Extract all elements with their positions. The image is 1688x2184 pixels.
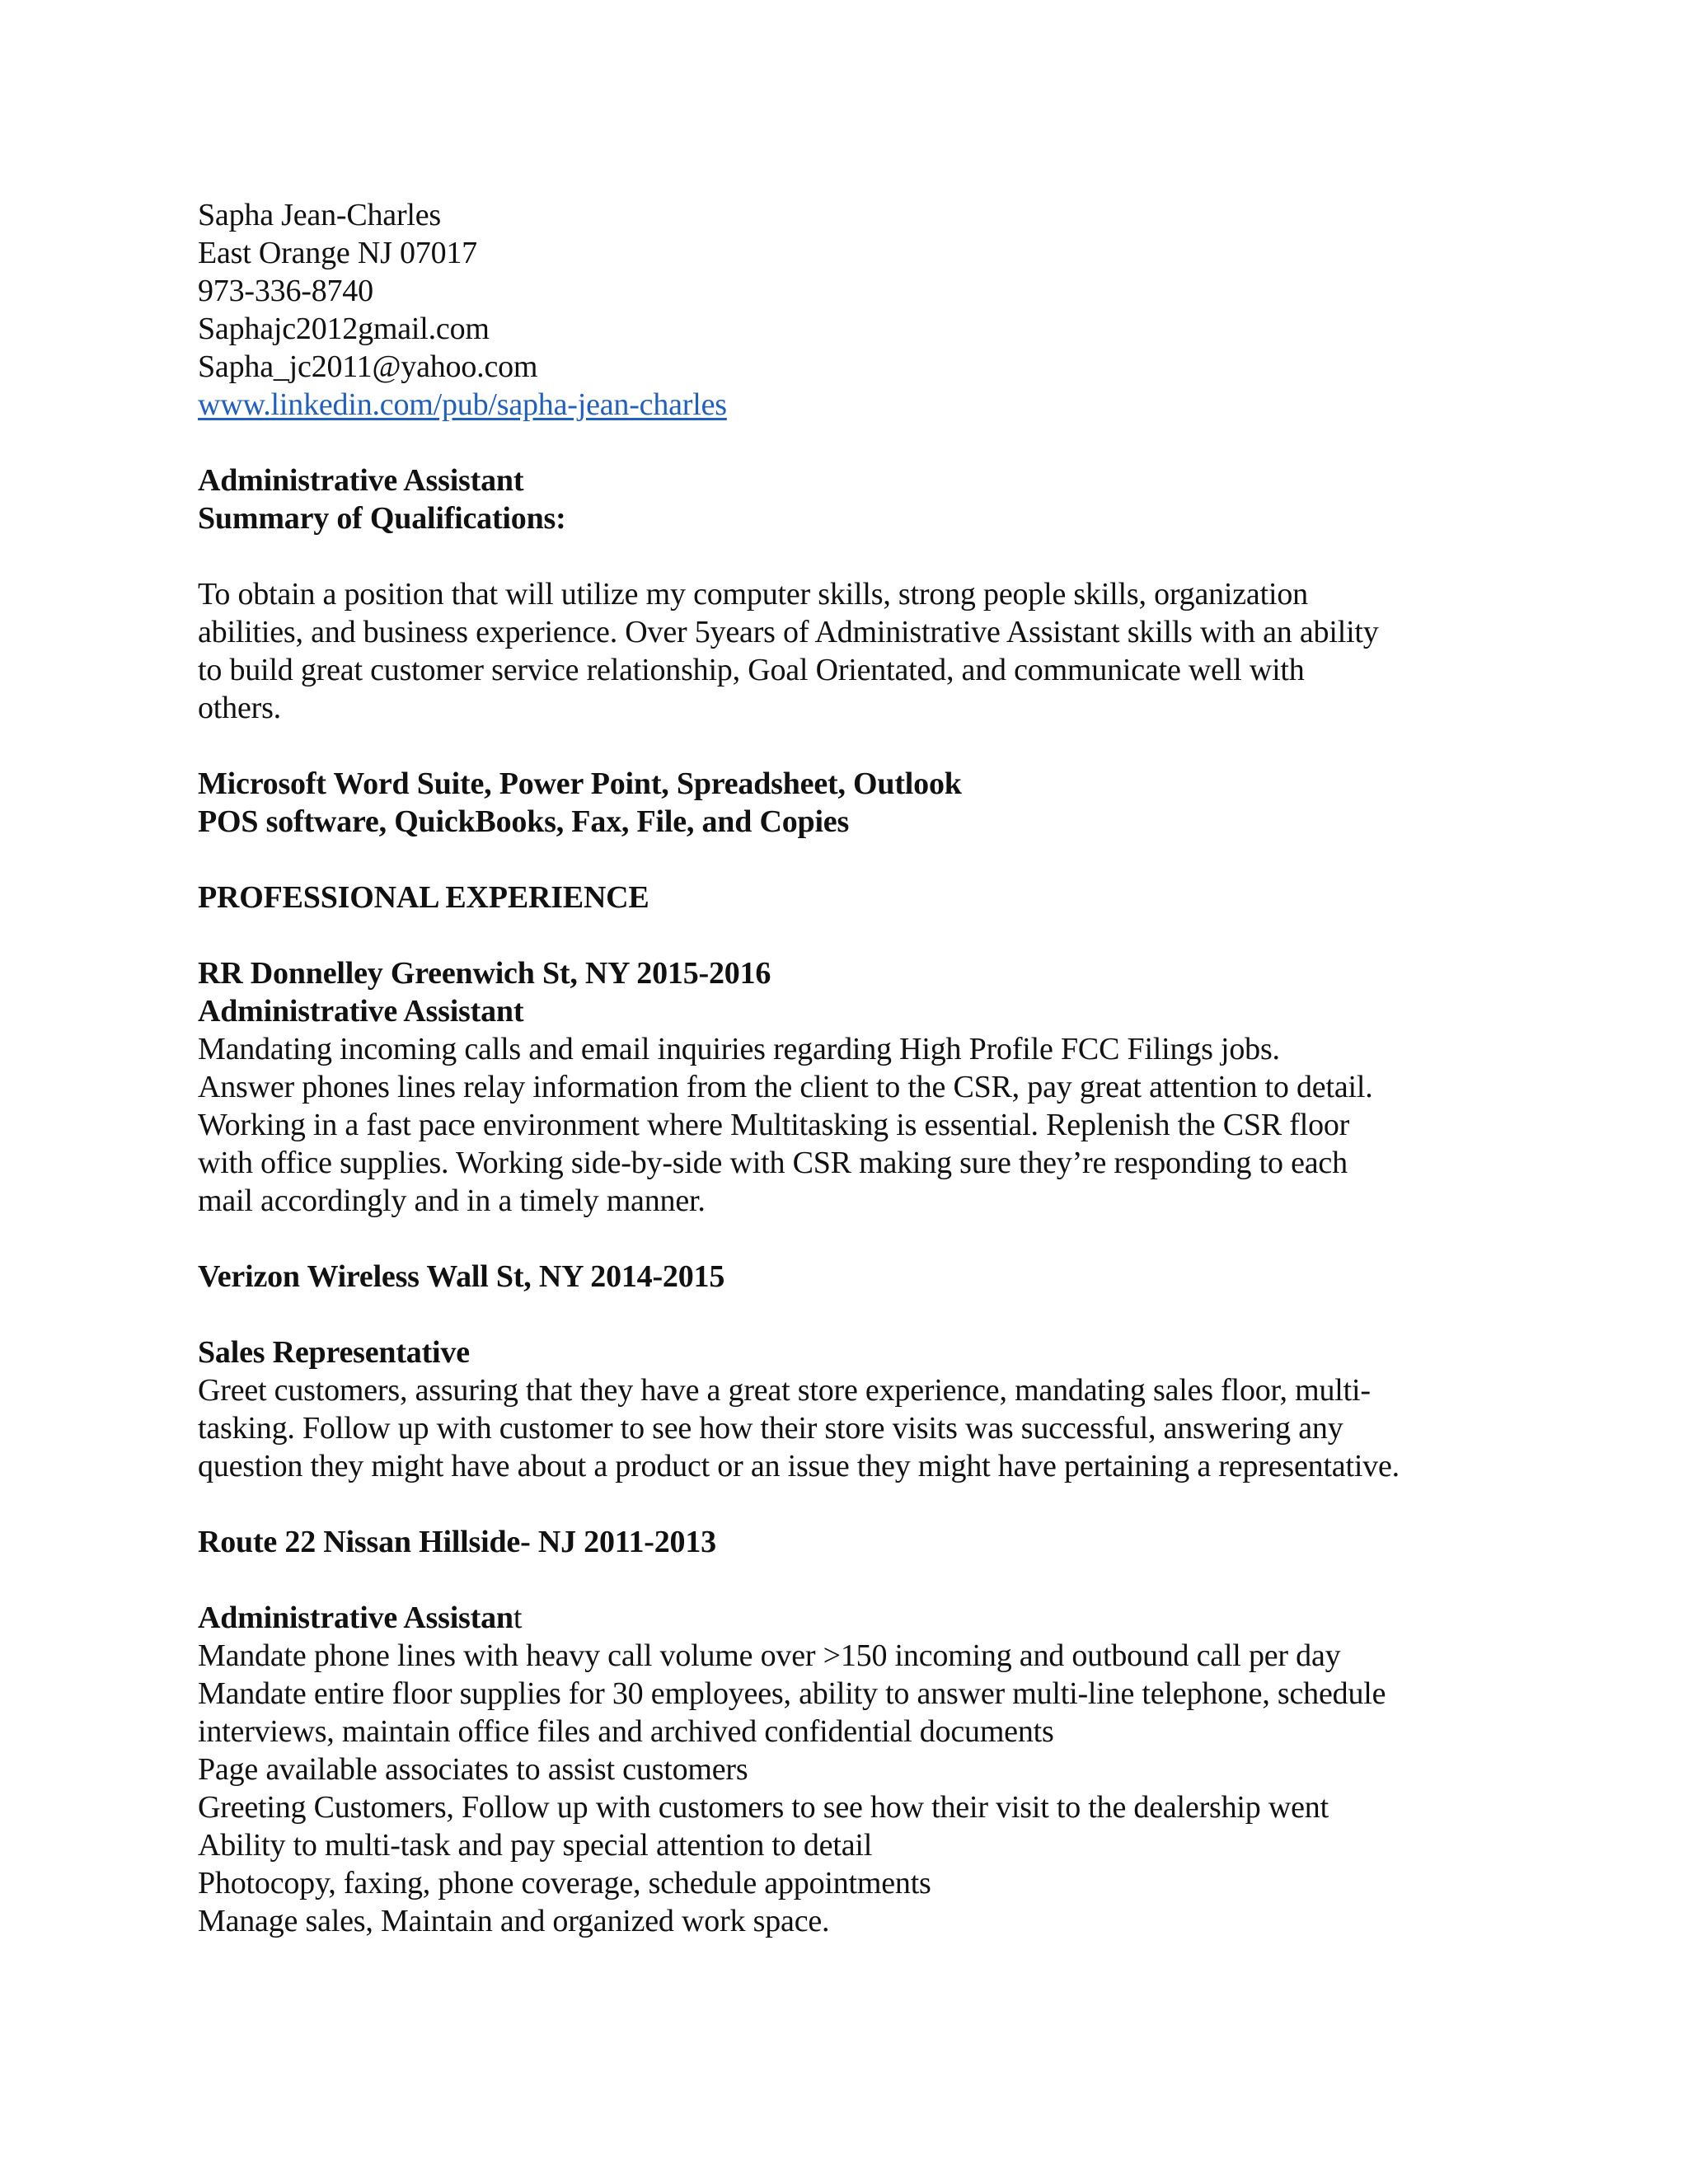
- job-title-tail: t: [513, 1601, 523, 1635]
- job-company: Route 22 Nissan Hillside- NJ 2011-2013: [198, 1525, 716, 1559]
- spacer: [198, 537, 1484, 575]
- job-duty-line: Ability to multi-task and pay special attention to detail: [198, 1828, 873, 1863]
- spacer: [198, 1561, 1484, 1599]
- job-duty-line: interviews, maintain office files and archived confidential documents: [198, 1714, 1054, 1749]
- contact-block: [198, 196, 1484, 424]
- spacer: [198, 841, 1484, 879]
- summary-line: others.: [198, 691, 281, 725]
- job-duty-line: Greet customers, assuring that they have a great store experience, mandating sales floor, multi-: [198, 1373, 1371, 1408]
- job-title: [198, 1599, 1484, 1637]
- objective-title: Administrative Assistant: [198, 463, 524, 498]
- spacer: [198, 1296, 1484, 1333]
- job-company: Verizon Wireless Wall St, NY 2014-2015: [198, 1259, 725, 1294]
- spacer: [198, 727, 1484, 765]
- job-duty-line: Mandate phone lines with heavy call volume over >150 incoming and outbound call per day: [198, 1638, 1341, 1673]
- job-duty-line: Photocopy, faxing, phone coverage, schedule appointments: [198, 1866, 931, 1900]
- job-title: Sales Representative: [198, 1335, 470, 1370]
- job-duty-line: Manage sales, Maintain and organized work space.: [198, 1904, 830, 1938]
- skills-section: [198, 765, 1484, 841]
- job-duty-line: Mandating incoming calls and email inquiries regarding High Profile FCC Filings jobs.: [198, 1032, 1280, 1066]
- summary-heading: Summary of Qualifications:: [198, 501, 566, 536]
- job-duty-line: question they might have about a product or an issue they might have pertaining a representative.: [198, 1449, 1400, 1483]
- job-route-22-nissan: [198, 1523, 1484, 1940]
- job-duty-line: Working in a fast pace environment where Multitasking is essential. Replenish the CSR floor: [198, 1108, 1350, 1142]
- email-secondary: Sapha_jc2011@yahoo.com: [198, 349, 538, 384]
- job-duty-line: Greeting Customers, Follow up with customers to see how their visit to the dealership went: [198, 1790, 1329, 1825]
- address: East Orange NJ 07017: [198, 236, 477, 270]
- job-title-bold: Administrative Assistan: [198, 1601, 513, 1635]
- experience-heading: PROFESSIONAL EXPERIENCE: [198, 880, 649, 915]
- skills-line: POS software, QuickBooks, Fax, File, and Copies: [198, 804, 850, 839]
- job-duty-line: Mandate entire floor supplies for 30 employees, ability to answer multi-line telephone, schedule: [198, 1676, 1386, 1711]
- job-duty-line: Answer phones lines relay information from the client to the CSR, pay great attention to detail.: [198, 1070, 1373, 1104]
- job-title: Administrative Assistant: [198, 994, 524, 1029]
- linkedin-line: [198, 386, 1484, 424]
- skills-line: Microsoft Word Suite, Power Point, Spreadsheet, Outlook: [198, 766, 962, 801]
- email-primary: Saphajc2012gmail.com: [198, 312, 490, 346]
- job-verizon: [198, 1258, 1484, 1485]
- job-duty-line: tasking. Follow up with customer to see how their store visits was successful, answering any: [198, 1411, 1343, 1446]
- applicant-name: Sapha Jean-Charles: [198, 198, 442, 232]
- job-duty-line: Page available associates to assist customers: [198, 1752, 748, 1787]
- job-rr-donnelley: [198, 954, 1484, 1220]
- summary-line: To obtain a position that will utilize my computer skills, strong people skills, organization: [198, 577, 1308, 612]
- spacer: [198, 916, 1484, 954]
- job-duty-line: mail accordingly and in a timely manner.: [198, 1183, 706, 1218]
- summary-line: to build great customer service relationship, Goal Orientated, and communicate well with: [198, 653, 1305, 687]
- spacer: [198, 1485, 1484, 1523]
- job-company: RR Donnelley Greenwich St, NY 2015-2016: [198, 956, 771, 991]
- summary-section: [198, 462, 1484, 727]
- job-duty-line: with office supplies. Working side-by-side with CSR making sure they’re responding to each: [198, 1146, 1348, 1180]
- summary-line: abilities, and business experience. Over 5years of Administrative Assistant skills with an ability: [198, 615, 1379, 649]
- spacer: [198, 424, 1484, 462]
- spacer: [198, 1220, 1484, 1258]
- linkedin-link[interactable]: www.linkedin.com/pub/sapha-jean-charles: [198, 387, 727, 422]
- phone-number: 973-336-8740: [198, 274, 373, 308]
- resume-document: [198, 196, 1484, 1940]
